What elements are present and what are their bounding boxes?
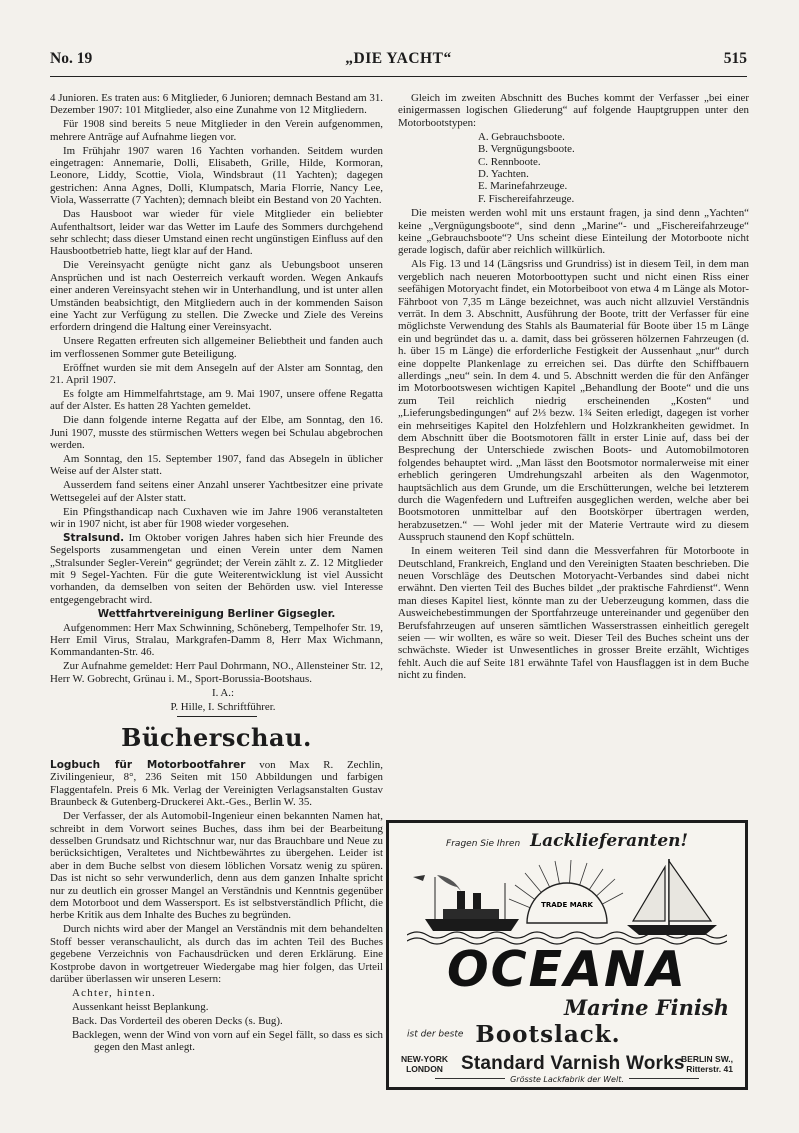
paragraph: Am Sonntag, den 15. September 1907, fand das Absegeln in üblicher Weise auf der Alster statt. [50, 452, 383, 478]
ad-headline-big: Lacklieferanten! [530, 831, 688, 851]
issue-number: No. 19 [50, 50, 93, 67]
ship-and-sailboat-illustration [407, 855, 727, 947]
product-tagline: Marine Finish [563, 995, 729, 1020]
company-name: Standard Varnish Works [461, 1053, 685, 1074]
claim-row [407, 1021, 729, 1048]
paragraph: Ein Pfingsthandicap nach Cuxhaven wie im Jahre 1906 veranstalteten wir in 1907 nicht, ist aber für 1908 wieder vorgesehen. [50, 505, 383, 530]
glossary-entry: Aussenkant heisst Beplankung. [72, 1000, 209, 1013]
signature-name: P. Hille, I. Schriftführer. [170, 700, 276, 713]
glossary-entry: Back. Das Vorderteil des oberen Decks (s. Bug). [72, 1014, 283, 1027]
paragraph: Für 1908 sind bereits 5 neue Mitglieder in den Verein aufgenommen, mehrere Anträge auf Aufnahme liegen vor. [50, 118, 383, 143]
advertisement-box [386, 820, 748, 1090]
address-city: BERLIN SW., [681, 1054, 733, 1064]
club-heading: Wettfahrtvereinigung Berliner Gigsegler. [97, 608, 336, 621]
city-london: LONDON [406, 1064, 443, 1074]
club-news-stralsund [50, 532, 383, 606]
paragraph: In einem weiteren Teil sind dann die Messverfahren für Motorboote in Deutschland, Frankreich, England und den Vereinigten Staaten beschrieben. Die neuen Vorschläge des Deutschen Motoryacht-Verbandes sind dabei nicht erwähnt. Den vierten Teil des Buches bildet „der praktische Fahrdienst“. Wenn man dieses Kapitel liest, könnte man zu der Ueberzeugung kommen, dass die Ausweichebestimmungen der Sportfahrzeuge untereinander und gegenüber den Berufsfahrzeugen auf unseren sämtlichen Wasserstrassen einheitlich geregelt seien — wir wollten, es wäre so weit. Dieser Teil des Buches scheint uns der schwächste. Wieder ist Unwesentliches in grosser Breite erzählt, Wichtiges fehlt. Auch die auf Seite 181 erwähnte Tafel von Hausflaggen ist in dem Buche nicht zu finden. [398, 545, 749, 682]
paragraph: Das Hausboot war wieder für viele Mitglieder ein beliebter Aufenthaltsort, leider war das Wetter im Laufe des Sommers durchgehend sehr schlecht; dass dieser Umstand einen recht ungünstigen Einfluss auf den Hausbootbetrieb hatte, liegt klar auf der Hand. [50, 208, 383, 258]
paragraph: Als Fig. 13 und 14 (Längsriss und Grundriss) ist in diesem Teil, in dem man vergeblich nach neueren Motorboottypen sucht und nicht einen Riss einer seefähigen Motoryacht findet, ein Motorbeiboot von etwa 4 m Länge als Motor-Fährboot von 7,35 m Länge bezeichnet, was auch nicht allzuviel Verständnis verrät. In dem 3. Abschnitt, Ausführung der Boote, tritt der Verfasser für eine möglichste Verwendung des Stahls als Baumaterial für Boote über 15 m Länge ein und begründet das u. a. damit, dass bei grösseren hölzernen Fahrzeugen (d. h. über 15 m Länge) die erforderliche Festigkeit der Aussenhaut „nur“ durch eine doppelte Plankenlage zu erreichen sei. Das dürfte den Schiffbauern allerdings „neu“ sein. In dem 4. und 5. Abschnitt werden die für den Anfänger im Motorbootswesen wichtigen Kapitel „Behandlung der Boote“ und die uns zum Teil reichlich niedrig erscheinenden „Kosten“ und „Lieferungsbedingungen“ auf 2⅓ bezw. 1¾ Seiten erledigt, dagegen ist vorher ein mehrseitiges Kapitel den Holzfehlern und Holzkrankheiten gewidmet. In dem Abschnitt über die Bootsmotoren fällt in erster Linie auf, dass bei der Besprechung der Unterschiede zwischen Boots- und Automobilmotoren folgendes behauptet wird. „Man lässt den Bootsmotor normalerweise mit einer erheblich geringeren Umdrehungszahl arbeiten als den Wagenmotor, hauptsächlich aus dem Grunde, um die Erschütterungen, welche bei letzterem durch die Wagenfedern und Luftreifen ausgeglichen werden, welche aber bei Bootsmotoren unmittelbar auf den Bootskörper übertragen werden, herabzusetzen.“ — Wohl jeder mit der Materie Vertraute wird zu diesem Ausspruch staunend den Kopf schütteln. [398, 258, 749, 544]
book-reference [50, 759, 383, 809]
glossary-entry: Backlegen, wenn der Wind von vorn auf ein Segel fällt, so dass es sich gegen den Mast anlegt. [72, 1028, 383, 1053]
paragraph: Gleich im zweiten Abschnitt des Buches kommt der Verfasser „bei einer einigermassen logischen Gliederung“ auf folgende Hauptgruppen unter den Motorbootstypen: [398, 92, 749, 129]
page-number: 515 [723, 50, 747, 67]
list-item: D. Yachten. [478, 167, 529, 180]
company-address [681, 1054, 733, 1074]
paragraph: Die Vereinsyacht genügte nicht ganz als Uebungsboot unseren Ansprüchen und ist nach Oesterreich verkauft worden. Wegen Ankaufs einer anderen Vereinsyacht stehen wir in Unterhandlung, und ist unter allen Umständen beabsichtigt, den Mitgliedern auch in der kommenden Saison eine Yacht zur Verfügung zu stellen. Die Zwecke und Ziele des Vereins erfordern dringend die Haltung einer Vereinsyacht. [50, 259, 383, 334]
claim-prefix: ist der beste [407, 1029, 464, 1040]
paragraph: Durch nichts wird aber der Mangel an Verständnis mit dem behandelten Stoff besser veranschaulicht, als durch das im achten Teil des Buches gegebene Verzeichnis von Fachausdrücken und deren Erklärung. Eine Kostprobe davon in wortgetreuer Wiedergabe mag hier folgen, das Urteil darüber überlassen wir unseren Lesern: [50, 923, 383, 985]
steamship-icon [413, 875, 519, 931]
trademark-label: TRADE MARK [541, 901, 593, 909]
ad-headline [389, 831, 745, 851]
paragraph: Ausserdem fand seitens einer Anzahl unserer Yachtbesitzer eine private Wettsegelei auf der Alster statt. [50, 479, 383, 504]
company-cities [401, 1054, 448, 1074]
glossary-entry: Achter, hinten. [72, 986, 157, 999]
list-item: B. Vergnügungsboote. [478, 143, 575, 156]
page-header [50, 50, 747, 72]
list-item: F. Fischereifahrzeuge. [478, 192, 575, 205]
address-street: Ritterstr. 41 [686, 1064, 733, 1074]
section-heading: Bücherschau. [121, 723, 312, 752]
boat-type-list [398, 131, 749, 205]
book-title: Logbuch für Motorbootfahrer [50, 759, 246, 771]
paragraph: Aufgenommen: Herr Max Schwinning, Schöneberg, Tempelhofer Str. 19, Herr Emil Virus, Stralau, Markgrafen-Damm 8, Herr Max Wichmann, Kommandanten-Str. 46. [50, 621, 383, 659]
signature-line: I. A.: [211, 686, 235, 699]
paragraph: 4 Junioren. Es traten aus: 6 Mitglieder, 6 Junioren; demnach Bestand am 31. Dezember 1907: 101 Mitglieder, also eine Zunahme von 12 Mitgliedern. [50, 92, 383, 117]
list-item: E. Marinefahrzeuge. [478, 180, 568, 193]
glossary [50, 987, 383, 1054]
paragraph: Die meisten werden wohl mit uns erstaunt fragen, ja sind denn „Yachten“ keine „Vergnügungsboote“, sind denn „Marine“- und „Fischereifahrzeuge“ keine „Gebrauchsboote“? Uns scheint diese Einteilung der Motorboote nicht gerade logisch, dafür aber reichlich willkürlich. [398, 207, 749, 257]
divider [435, 1078, 505, 1079]
list-item: C. Rennboote. [478, 155, 541, 168]
club-name: Stralsund. [63, 531, 125, 544]
left-column [50, 92, 383, 1055]
right-column [398, 92, 749, 683]
header-rule [50, 76, 747, 77]
paragraph: Unsere Regatten erfreuten sich allgemeiner Beliebtheit und fanden auch im verflossenen Sommer gute Beteiligung. [50, 335, 383, 360]
paragraph: Eröffnet wurden sie mit dem Ansegeln auf der Alster am Sonntag, den 21. April 1907. [50, 361, 383, 386]
paragraph: Es folgte am Himmelfahrtstage, am 9. Mai 1907, unsere offene Regatta auf der Alster. Es hatten 28 Yachten gemeldet. [50, 387, 383, 413]
claim-product: Bootslack. [475, 1021, 621, 1048]
sailboat-icon [627, 859, 717, 935]
brand-name: OCEANA [447, 941, 687, 998]
company-row [399, 1053, 735, 1075]
paragraph: Die dann folgende interne Regatta auf der Elbe, am Sonntag, den 16. Juni 1907, musste des stürmischen Wetters wegen bei Schulau abgebrochen werden. [50, 414, 383, 451]
club-news-text: Im Oktober vorigen Jahres haben sich hier Freunde des Segelsports zusammengetan und einen Verein unter dem Namen „Stralsunder Segler-Verein“ gegründet; der Verein zählt z. Z. 12 Mitglieder mit 9 Segel-Yachten. Für die gute Weiterentwicklung ist viel Aussicht vorhanden, da demselben von seiten der Behörden usw. viel Interesse entgegengebracht wird. [50, 531, 383, 606]
magazine-title: „DIE YACHT“ [345, 50, 452, 67]
divider [177, 716, 257, 717]
paragraph: Der Verfasser, der als Automobil-Ingenieur einen bekannten Namen hat, schreibt in dem Vorwort seines Buches, dass ihm bei der Bearbeitung desselben Grundsatz und Richtschnur war, nur das Brauchbare und Neue zu berücksichtigen, Veraltetes und Nichtbewährtes zu übergehen. Leider ist aber in dem Buche selbst von diesem löblichen Vorsatz wenig zu spüren. Das ist nicht so sehr verwunderlich, denn aus dem ganzen Inhalte spricht nur zu deutlich ein grosser Mangel an Verständnis und Kenntnis gegenüber dem Motorboot und dem Wassersport. Es ist selbstverständlich Pflicht, die herbe Kritik aus dem Inhalte des Buches zu begründen. [50, 810, 383, 922]
paragraph: Zur Aufnahme gemeldet: Herr Paul Dohrmann, NO., Allensteiner Str. 12, Herr W. Gobrecht, Grünau i. M., Sport-Borussia-Bootshaus. [50, 660, 383, 685]
divider [629, 1078, 699, 1079]
book-details: von Max R. Zechlin, Zivilingenieur, 8°, 236 Seiten mit 150 Abbildungen und farbigen Flaggentafeln. Preis 6 Mk. Verlag der Vereinigten Verlagsanstalten Gustav Braunbeck & Gutenberg-Druckerei Akt.-Ges., Berlin W. 35. [50, 759, 383, 809]
paragraph: Im Frühjahr 1907 waren 16 Yachten vorhanden. Seitdem wurden eingetragen: Annemarie, Dolli, Elisabeth, Grille, Hilde, Kormoran, Leonore, Liddy, Scottie, Viola, Windsbraut (11 Yachten); dagegen gestrichen: Anna Agnes, Dolli, Klumpatsch, Maria Florrie, Nancy Lee, Viola, Wasserratte (7 Yachten); demnach bleibt ein Bestand von 20 Yachten. [50, 144, 383, 207]
list-item: A. Gebrauchsboote. [478, 130, 565, 143]
ad-headline-small: Fragen Sie Ihren [446, 839, 521, 849]
ad-slogan [389, 1075, 745, 1084]
slogan-text: Grösste Lackfabrik der Welt. [510, 1075, 624, 1084]
city-newyork: NEW-YORK [401, 1054, 449, 1064]
